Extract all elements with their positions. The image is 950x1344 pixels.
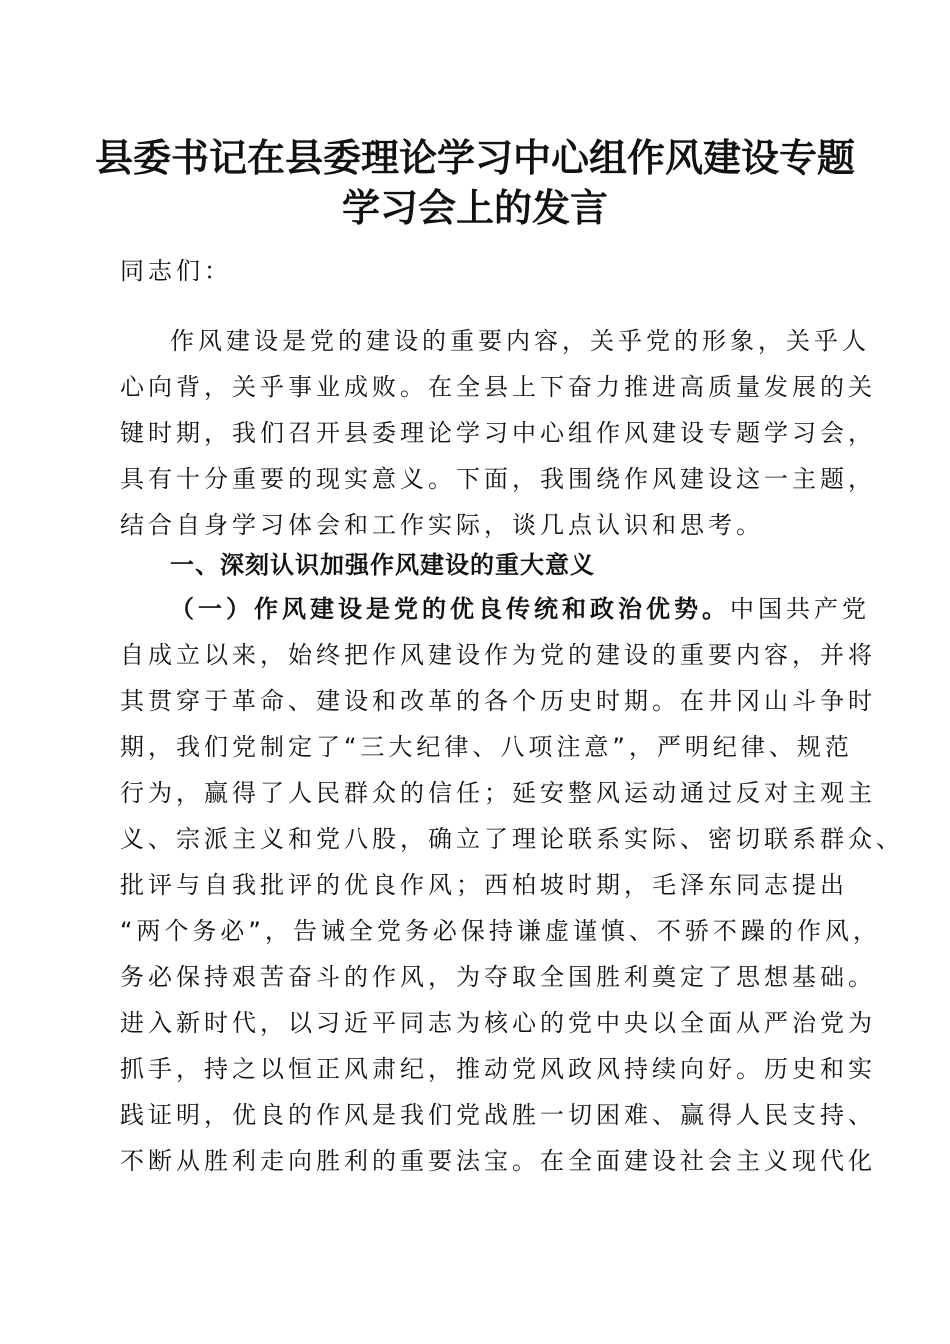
body-line-3: 期，我们党制定了“三大纪律、八项注意”，严明纪律、规范 bbox=[120, 733, 853, 761]
body-line-11: 践证明，优良的作风是我们党战胜一切困难、赢得人民支持、 bbox=[120, 1101, 876, 1129]
intro-line-4: 具有十分重要的现实意义。下面，我围绕作风建设这一主题， bbox=[120, 465, 876, 493]
body-line-5: 义、宗派主义和党八股，确立了理论联系实际、密切联系群众、 bbox=[120, 825, 904, 853]
body-line-7: “两个务必”，告诫全党务必保持谦虚谨慎、不骄不躁的作风， bbox=[120, 917, 881, 945]
body-line-6: 批评与自我批评的优良作风；西柏坡时期，毛泽东同志提出 bbox=[120, 871, 848, 899]
body-line-2: 其贯穿于革命、建设和改革的各个历史时期。在井冈山斗争时 bbox=[120, 687, 876, 715]
document-title-line-2: 学习会上的发言 bbox=[341, 185, 608, 230]
intro-line-1: 作风建设是党的建设的重要内容，关乎党的形象，关乎人 bbox=[170, 327, 870, 355]
intro-line-2: 心向背，关乎事业成败。在全县上下奋力推进高质量发展的关 bbox=[120, 373, 876, 401]
subsection-heading: （一）作风建设是党的优良传统和政治优势。 bbox=[170, 595, 730, 623]
body-line-9: 进入新时代，以习近平同志为核心的党中央以全面从严治党为 bbox=[120, 1009, 876, 1037]
body-line-1: 自成立以来，始终把作风建设作为党的建设的重要内容，并将 bbox=[120, 641, 876, 669]
salutation: 同志们： bbox=[120, 257, 232, 285]
body-line-8: 务必保持艰苦奋斗的作风，为夺取全国胜利奠定了思想基础。 bbox=[120, 963, 876, 991]
body-line-4: 行为，赢得了人民群众的信任；延安整风运动通过反对主观主 bbox=[120, 779, 876, 807]
section-heading: 一、深刻认识加强作风建设的重大意义 bbox=[170, 551, 595, 579]
intro-line-3: 键时期，我们召开县委理论学习中心组作风建设专题学习会， bbox=[120, 419, 876, 447]
subsection-first-line bbox=[170, 593, 870, 625]
body-line-10: 抓手，持之以恒正风肃纪，推动党风政风持续向好。历史和实 bbox=[120, 1055, 876, 1083]
body-line-12: 不断从胜利走向胜利的重要法宝。在全面建设社会主义现代化 bbox=[120, 1147, 876, 1175]
document-title-line-1: 县委书记在县委理论学习中心组作风建设专题 bbox=[94, 135, 855, 180]
subsection-first-line-rest: 中国共产党 bbox=[730, 595, 870, 623]
intro-line-5: 结合自身学习体会和工作实际，谈几点认识和思考。 bbox=[120, 511, 764, 539]
